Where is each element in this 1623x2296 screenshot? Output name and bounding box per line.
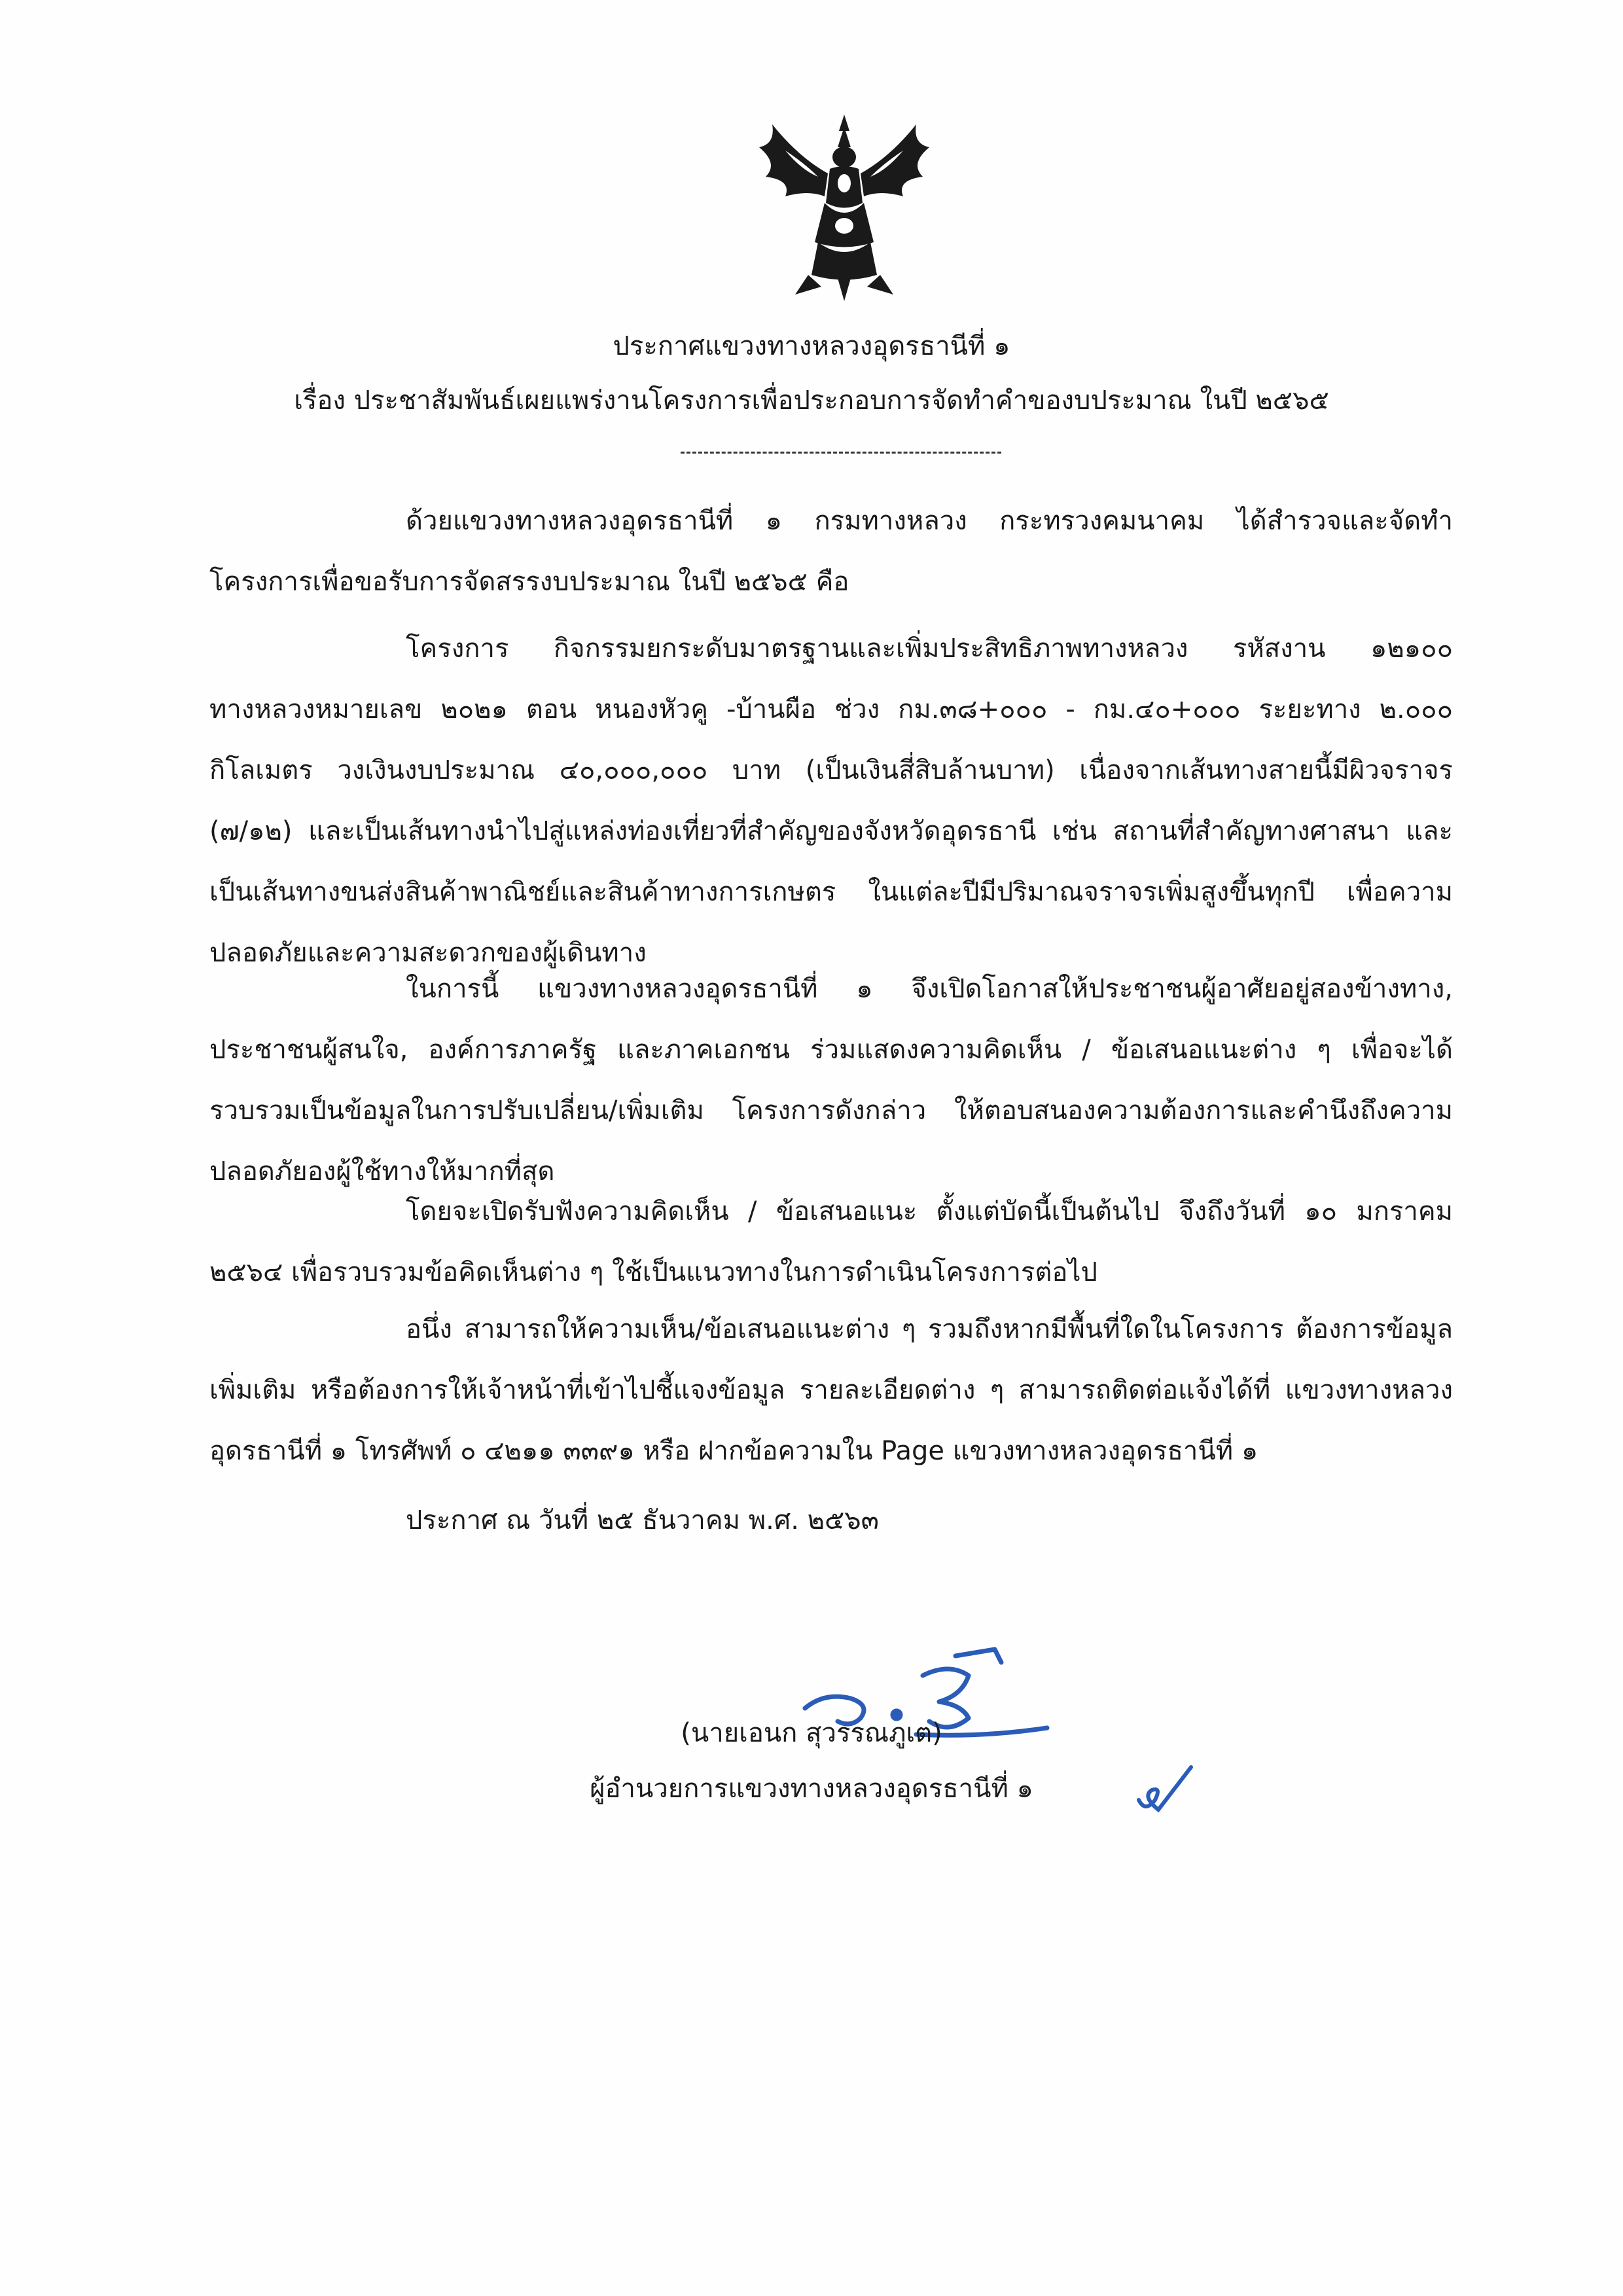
- body-paragraph-2: โครงการ กิจกรรมยกระดับมาตรฐานและเพิ่มประสิทธิภาพทางหลวง รหัสงาน ๑๒๑๐๐ ทางหลวงหมายเลข ๒๐๒๑ ตอน หนองหัวคู -บ้านผือ ช่วง กม.๓๘+๐๐๐ - กม.๔๐+๐๐๐ ระยะทาง ๒.๐๐๐ กิโลเมตร วงเงินงบประมาณ ๔๐,๐๐๐,๐๐๐ บาท (เป็นเงินสี่สิบล้านบาท) เนื่องจากเส้นทางสายนี้มีผิวจราจร (๗/๑๒) และเป็นเส้นทางนำไปสู่แหล่งท่องเที่ยวที่สำคัญของจังหวัดอุดรธานี เช่น สถานที่สำคัญทางศาสนา และเป็นเส้นทางขนส่งสินค้าพาณิชย์และสินค้าทางการเกษตร ในแต่ละปีมีปริมาณจราจรเพิ่มสูงขึ้นทุกปี เพื่อความปลอดภัยและความสะดวกของผู้เดินทาง: [209, 634, 1453, 968]
- body-paragraph-4: โดยจะเปิดรับฟังความคิดเห็น / ข้อเสนอแนะ ตั้งแต่บัดนี้เป็นต้นไป จึงถึงวันที่ ๑๐ มกราคม ๒๕๖๔ เพื่อรวบรวมข้อคิดเห็นต่าง ๆ ใช้เป็นแนวทางในการดำเนินโครงการต่อไป: [209, 1196, 1453, 1287]
- title-divider: [681, 452, 1001, 454]
- signer-title: ผู้อำนวยการแขวงทางหลวงอุดรธานีที่ ๑: [590, 1774, 1033, 1804]
- body-paragraph-5: อนึ่ง สามารถให้ความเห็น/ข้อเสนอแนะต่าง ๆ รวมถึงหากมีพื้นที่ใดในโครงการ ต้องการข้อมูลเพิ่มเติม หรือต้องการให้เจ้าหน้าที่เข้าไปชี้แจงข้อมูล รายละเอียดต่าง ๆ สามารถติดต่อแจ้งได้ที่ แขวงทางหลวงอุดรธานีที่ ๑ โทรศัพท์ ๐ ๔๒๑๑ ๓๓๙๑ หรือ ฝากข้อความใน Page แขวงทางหลวงอุดรธานีที่ ๑: [209, 1314, 1453, 1466]
- body-paragraph-3: ในการนี้ แขวงทางหลวงอุดรธานีที่ ๑ จึงเปิดโอกาสให้ประชาชนผู้อาศัยอยู่สองข้างทาง, ประชาชนผู้สนใจ, องค์การภาครัฐ และภาคเอกชน ร่วมแสดงความคิดเห็น / ข้อเสนอแนะต่าง ๆ เพื่อจะได้รวบรวมเป็นข้อมูลในการปรับเปลี่ยน/เพิ่มเติม โครงการดังกล่าว ให้ตอบสนองความต้องการและคำนึงถึงความปลอดภัยองผู้ใช้ทางให้มากที่สุด: [209, 974, 1453, 1187]
- body-paragraph-1: ด้วยแขวงทางหลวงอุดรธานีที่ ๑ กรมทางหลวง กระทรวงคมนาคม ได้สำรวจและจัดทำโครงการเพื่อขอรับการจัดสรรงบประมาณ ในปี ๒๕๖๕ คือ: [209, 506, 1453, 597]
- garuda-emblem: [746, 111, 942, 301]
- handwritten-initial: [1132, 1761, 1198, 1820]
- document-subject: เรื่อง ประชาสัมพันธ์เผยแพร่งานโครงการเพื่อประกอบการจัดทำคำของบประมาณ ในปี ๒๕๖๕: [294, 386, 1329, 416]
- signer-name: (นายเอนก สุวรรณภูเต): [681, 1718, 942, 1748]
- announcement-date: ประกาศ ณ วันที่ ๒๕ ธันวาคม พ.ศ. ๒๕๖๓: [406, 1505, 880, 1535]
- document-title: ประกาศแขวงทางหลวงอุดรธานีที่ ๑: [613, 331, 1010, 361]
